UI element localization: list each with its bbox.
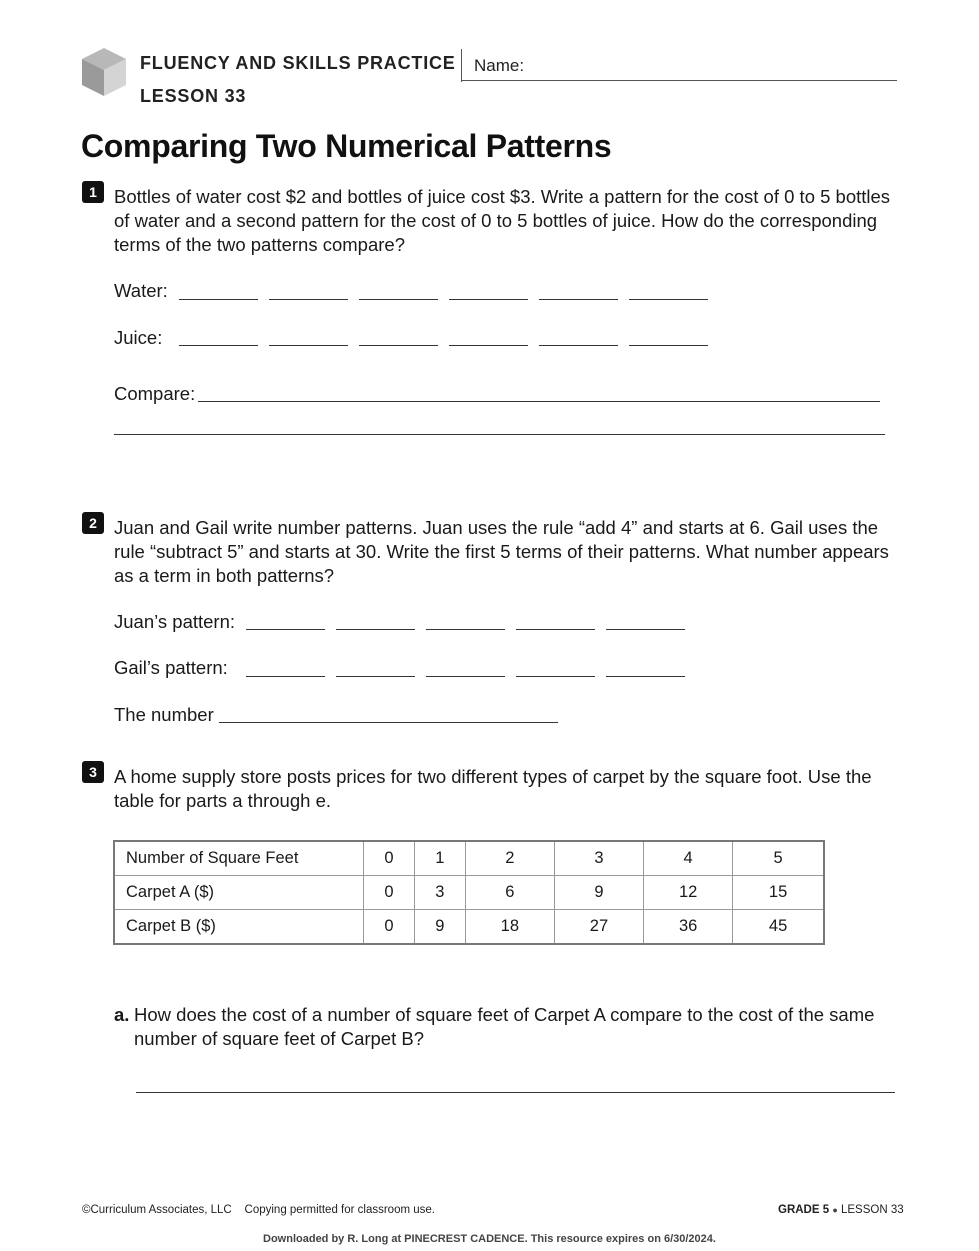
juice-blank[interactable] (359, 345, 438, 346)
page-title: Comparing Two Numerical Patterns (81, 128, 612, 164)
table-cell: 36 (644, 909, 733, 944)
water-blank[interactable] (629, 299, 708, 300)
copyright-text: ©Curriculum Associates, LLC (82, 1204, 232, 1216)
table-cell: 2 (465, 841, 554, 876)
table-cell: 1 (414, 841, 465, 876)
lesson-label: LESSON 33 (140, 86, 247, 106)
water-blank[interactable] (359, 299, 438, 300)
carpet-price-table (113, 840, 825, 945)
juan-blank[interactable] (516, 629, 595, 630)
section-title: FLUENCY AND SKILLS PRACTICE (140, 53, 456, 73)
juan-blank[interactable] (246, 629, 325, 630)
juice-blank[interactable] (179, 345, 258, 346)
juice-blank[interactable] (629, 345, 708, 346)
juice-blank[interactable] (269, 345, 348, 346)
question-2-text: Juan and Gail write number patterns. Juan uses the rule “add 4” and starts at 6. Gail uses the rule “subtract 5” and starts at 30. Write the first 5 terms of their patterns. What number appears as a term in both patterns? (114, 517, 889, 586)
juice-blank[interactable] (449, 345, 528, 346)
table-cell: 9 (554, 876, 643, 910)
juan-pattern-label: Juan’s pattern: (114, 611, 236, 632)
footer-copyright (82, 1204, 435, 1216)
footer-grade-lesson (778, 1204, 904, 1216)
gail-blank[interactable] (426, 676, 505, 677)
table-cell: 4 (644, 841, 733, 876)
water-blank[interactable] (539, 299, 618, 300)
juice-label: Juice: (114, 327, 163, 348)
table-row (114, 909, 824, 944)
table-cell: 15 (733, 876, 824, 910)
the-number-label: The number (114, 704, 214, 725)
header-divider (461, 49, 462, 82)
bullet-icon: ● (832, 1205, 838, 1215)
gail-blank[interactable] (336, 676, 415, 677)
part-a-letter: a. (114, 1004, 130, 1025)
table-cell: 0 (364, 841, 415, 876)
question-1-number: 1 (82, 181, 104, 203)
water-blank[interactable] (269, 299, 348, 300)
table-cell: 0 (364, 876, 415, 910)
table-cell: 9 (414, 909, 465, 944)
table-cell: 12 (644, 876, 733, 910)
lesson-cube-icon (80, 46, 128, 98)
table-row (114, 841, 824, 876)
gail-blank[interactable] (606, 676, 685, 677)
table-cell: 3 (554, 841, 643, 876)
water-label: Water: (114, 280, 168, 301)
gail-blank[interactable] (246, 676, 325, 677)
juan-blank[interactable] (426, 629, 505, 630)
the-number-answer-line[interactable] (219, 722, 558, 723)
table-cell: 18 (465, 909, 554, 944)
table-cell: 45 (733, 909, 824, 944)
table-row (114, 876, 824, 910)
table-cell: 5 (733, 841, 824, 876)
name-field-line[interactable] (461, 80, 897, 81)
table-row-header: Carpet A ($) (114, 876, 364, 910)
table-row-header: Number of Square Feet (114, 841, 364, 876)
gail-blank[interactable] (516, 676, 595, 677)
compare-answer-line[interactable] (114, 434, 885, 435)
table-cell: 27 (554, 909, 643, 944)
compare-label: Compare: (114, 383, 196, 404)
table-cell: 6 (465, 876, 554, 910)
table-cell: 3 (414, 876, 465, 910)
water-blank[interactable] (449, 299, 528, 300)
part-a-text: How does the cost of a number of square feet of Carpet A compare to the cost of the same number of square feet of Carpet B? (134, 1004, 875, 1049)
table-row-header: Carpet B ($) (114, 909, 364, 944)
water-blank[interactable] (179, 299, 258, 300)
copy-permission-text: Copying permitted for classroom use. (244, 1204, 435, 1216)
juan-blank[interactable] (606, 629, 685, 630)
question-1-text: Bottles of water cost $2 and bottles of juice cost $3. Write a pattern for the cost of 0 to 5 bottles of water and a second pattern for the cost of 0 to 5 bottles of juice. How do the corresponding terms of the two patterns compare? (114, 186, 891, 255)
download-notice: Downloaded by R. Long at PINECREST CADENCE. This resource expires on 6/30/2024. (263, 1233, 716, 1245)
compare-answer-line[interactable] (198, 401, 880, 402)
juan-blank[interactable] (336, 629, 415, 630)
question-2-number: 2 (82, 512, 104, 534)
grade-label: GRADE 5 (778, 1204, 830, 1216)
table-cell: 0 (364, 909, 415, 944)
footer-lesson-label: LESSON 33 (840, 1204, 904, 1216)
question-3-text: A home supply store posts prices for two different types of carpet by the square foot. Use the table for parts a through e. (114, 766, 872, 811)
part-a-answer-line[interactable] (136, 1092, 895, 1093)
name-label: Name: (474, 56, 525, 75)
question-3-number: 3 (82, 761, 104, 783)
juice-blank[interactable] (539, 345, 618, 346)
gail-pattern-label: Gail’s pattern: (114, 657, 228, 678)
